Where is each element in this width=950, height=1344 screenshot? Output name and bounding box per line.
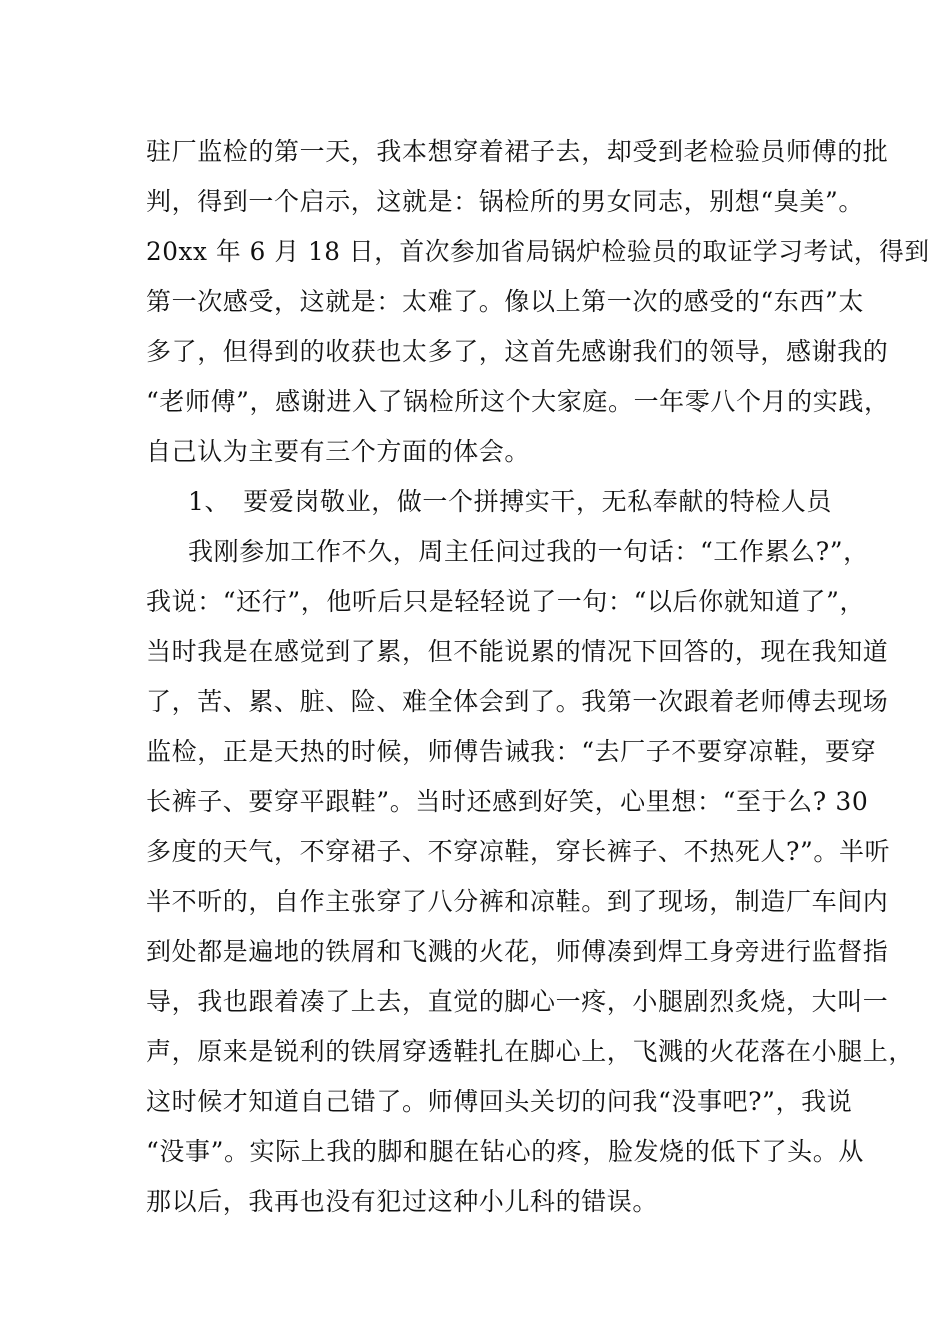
paragraph-line: 判，得到一个启示，这就是：锅检所的男女同志，别想“臭美”。 — [146, 187, 864, 216]
paragraph-line: 我说：“还行”，他听后只是轻轻说了一句：“以后你就知道了”， — [146, 587, 866, 616]
paragraph-line: 多度的天气，不穿裙子、不穿凉鞋，穿长裤子、不热死人?”。半听 — [146, 837, 891, 866]
paragraph-line: “老师傅”，感谢进入了锅检所这个大家庭。一年零八个月的实践， — [146, 387, 890, 416]
section-heading: 1、 要爱岗敬业，做一个拼搏实干，无私奉献的特检人员 — [188, 487, 833, 516]
paragraph-line: 20xx 年 6 月 18 日，首次参加省局锅炉检验员的取证学习考试，得到 — [146, 237, 930, 266]
paragraph-line: 了，苦、累、脏、险、难全体会到了。我第一次跟着老师傅去现场 — [146, 687, 889, 716]
paragraph-line: 这时候才知道自己错了。师傅回头关切的问我“没事吧?”，我说 — [146, 1087, 853, 1116]
paragraph-line: 声，原来是锐利的铁屑穿透鞋扎在脚心上，飞溅的火花落在小腿上， — [146, 1037, 915, 1066]
paragraph-line: 自己认为主要有三个方面的体会。 — [146, 437, 531, 466]
paragraph-line: 驻厂监检的第一天，我本想穿着裙子去，却受到老检验员师傅的批 — [146, 137, 889, 166]
paragraph-line: “没事”。实际上我的脚和腿在钻心的疼，脸发烧的低下了头。从 — [146, 1137, 864, 1166]
paragraph-line: 监检，正是天热的时候，师傅告诫我：“去厂子不要穿凉鞋，要穿 — [146, 737, 877, 766]
paragraph-line: 长裤子、要穿平跟鞋”。当时还感到好笑，心里想：“至于么? 30 — [146, 787, 869, 816]
paragraph-line: 半不听的，自作主张穿了八分裤和凉鞋。到了现场，制造厂车间内 — [146, 887, 889, 916]
paragraph-line: 当时我是在感觉到了累，但不能说累的情况下回答的，现在我知道 — [146, 637, 889, 666]
paragraph-line: 到处都是遍地的铁屑和飞溅的火花，师傅凑到焊工身旁进行监督指 — [146, 937, 889, 966]
paragraph-line: 我刚参加工作不久，周主任问过我的一句话：“工作累么?”， — [188, 537, 869, 566]
paragraph-line: 第一次感受，这就是：太难了。像以上第一次的感受的“东西”太 — [146, 287, 864, 316]
paragraph-line: 导，我也跟着凑了上去，直觉的脚心一疼，小腿剧烈炙烧，大叫一 — [146, 987, 889, 1016]
paragraph-line: 那以后，我再也没有犯过这种小儿科的错误。 — [146, 1187, 659, 1216]
paragraph-line: 多了，但得到的收获也太多了，这首先感谢我们的领导，感谢我的 — [146, 337, 889, 366]
